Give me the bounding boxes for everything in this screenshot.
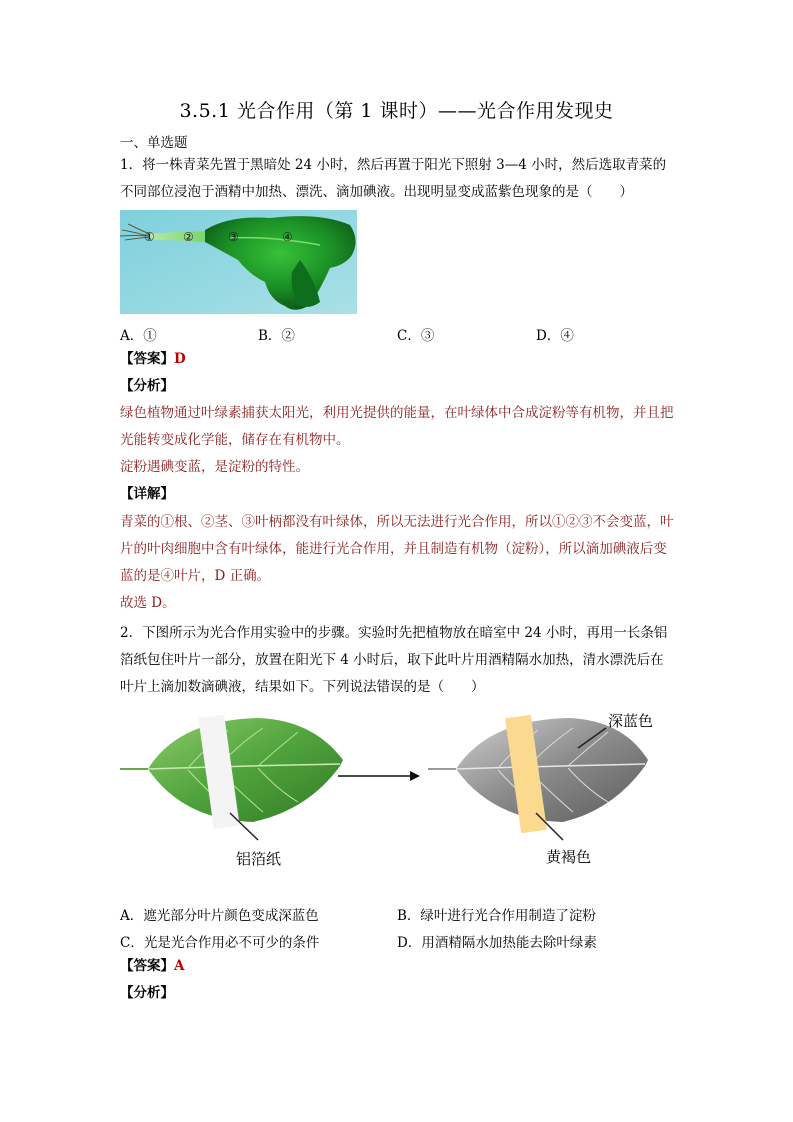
q1-answer-value: D xyxy=(174,351,186,367)
label-dark-blue: 深蓝色 xyxy=(608,712,654,730)
section-heading: 一、单选题 xyxy=(120,135,188,151)
q1-detail-p1: 青菜的①根、②茎、③叶柄都没有叶绿体，所以无法进行光合作用，所以①②③不会变蓝，叶片的叶肉细胞中含有叶绿体，能进行光合作用，并且制造有机物（淀粉），所以滴加碘液后变蓝的是④叶片，D 正确。 xyxy=(120,514,674,584)
q1-label-3: ③ xyxy=(228,230,239,244)
arrow-right-icon xyxy=(410,771,420,781)
q1-answer-tag: 【答案】 xyxy=(120,351,174,367)
stained-leaf-icon xyxy=(428,715,648,840)
q1-analysis-p1: 绿色植物通过叶绿素捕获太阳光，利用光提供的能量，在叶绿体中合成淀粉等有机物，并且把光能转变成化学能，储存在有机物中。 xyxy=(120,405,674,448)
q1-vegetable-image xyxy=(120,210,357,314)
q1-stem-line2: 不同部位浸泡于酒精中加热、漂洗、滴加碘液。出现明显变成蓝紫色现象的是（ ） xyxy=(120,184,633,200)
q2-analysis-tag: 【分析】 xyxy=(120,985,174,1001)
page-title: 3.5.1 光合作用（第 1 课时）——光合作用发现史 xyxy=(179,100,614,122)
q2-answer xyxy=(120,953,184,980)
q1-label-1: ① xyxy=(144,230,155,244)
q2-answer-value: A xyxy=(174,958,185,974)
q1-answer xyxy=(120,346,186,373)
q2-option-c: C．光是光合作用必不可少的条件 xyxy=(120,935,320,951)
q2-option-b: B．绿叶进行光合作用制造了淀粉 xyxy=(397,908,596,924)
q2-stem: 2．下图所示为光合作用实验中的步骤。实验时先把植物放在暗室中 24 小时，再用一长条铝箔纸包住叶片一部分，放置在阳光下 4 小时后，取下此叶片用酒精隔水加热，清水漂洗后在叶片上滴加数滴碘液，结果如下。下列说法错误的是（ ） xyxy=(120,625,668,695)
label-foil: 铝箔纸 xyxy=(236,850,282,868)
label-yellow-brown: 黄褐色 xyxy=(546,848,592,866)
q2-leaf-figure xyxy=(118,700,678,880)
q1-option-a: A．① xyxy=(120,328,157,344)
q1-detail-tag: 【详解】 xyxy=(120,486,174,502)
q1-stem-line1: 1．将一株青菜先置于黑暗处 24 小时，然后再置于阳光下照射 3—4 小时，然后选取青菜的 xyxy=(120,157,667,173)
q2-option-d: D．用酒精隔水加热能去除叶绿素 xyxy=(397,935,597,951)
q1-label-2: ② xyxy=(183,230,194,244)
q1-option-b: B．② xyxy=(258,328,295,344)
q1-option-c: C．③ xyxy=(397,328,435,344)
q2-option-a: A．遮光部分叶片颜色变成深蓝色 xyxy=(120,908,319,924)
q1-conclusion: 故选 D。 xyxy=(120,595,176,611)
q2-answer-tag: 【答案】 xyxy=(120,958,174,974)
q1-analysis-tag: 【分析】 xyxy=(120,378,174,394)
q1-analysis-p2: 淀粉遇碘变蓝，是淀粉的特性。 xyxy=(120,459,309,475)
q1-label-4: ④ xyxy=(282,230,293,244)
fresh-leaf-icon xyxy=(120,715,343,840)
q1-option-d: D．④ xyxy=(536,328,574,344)
